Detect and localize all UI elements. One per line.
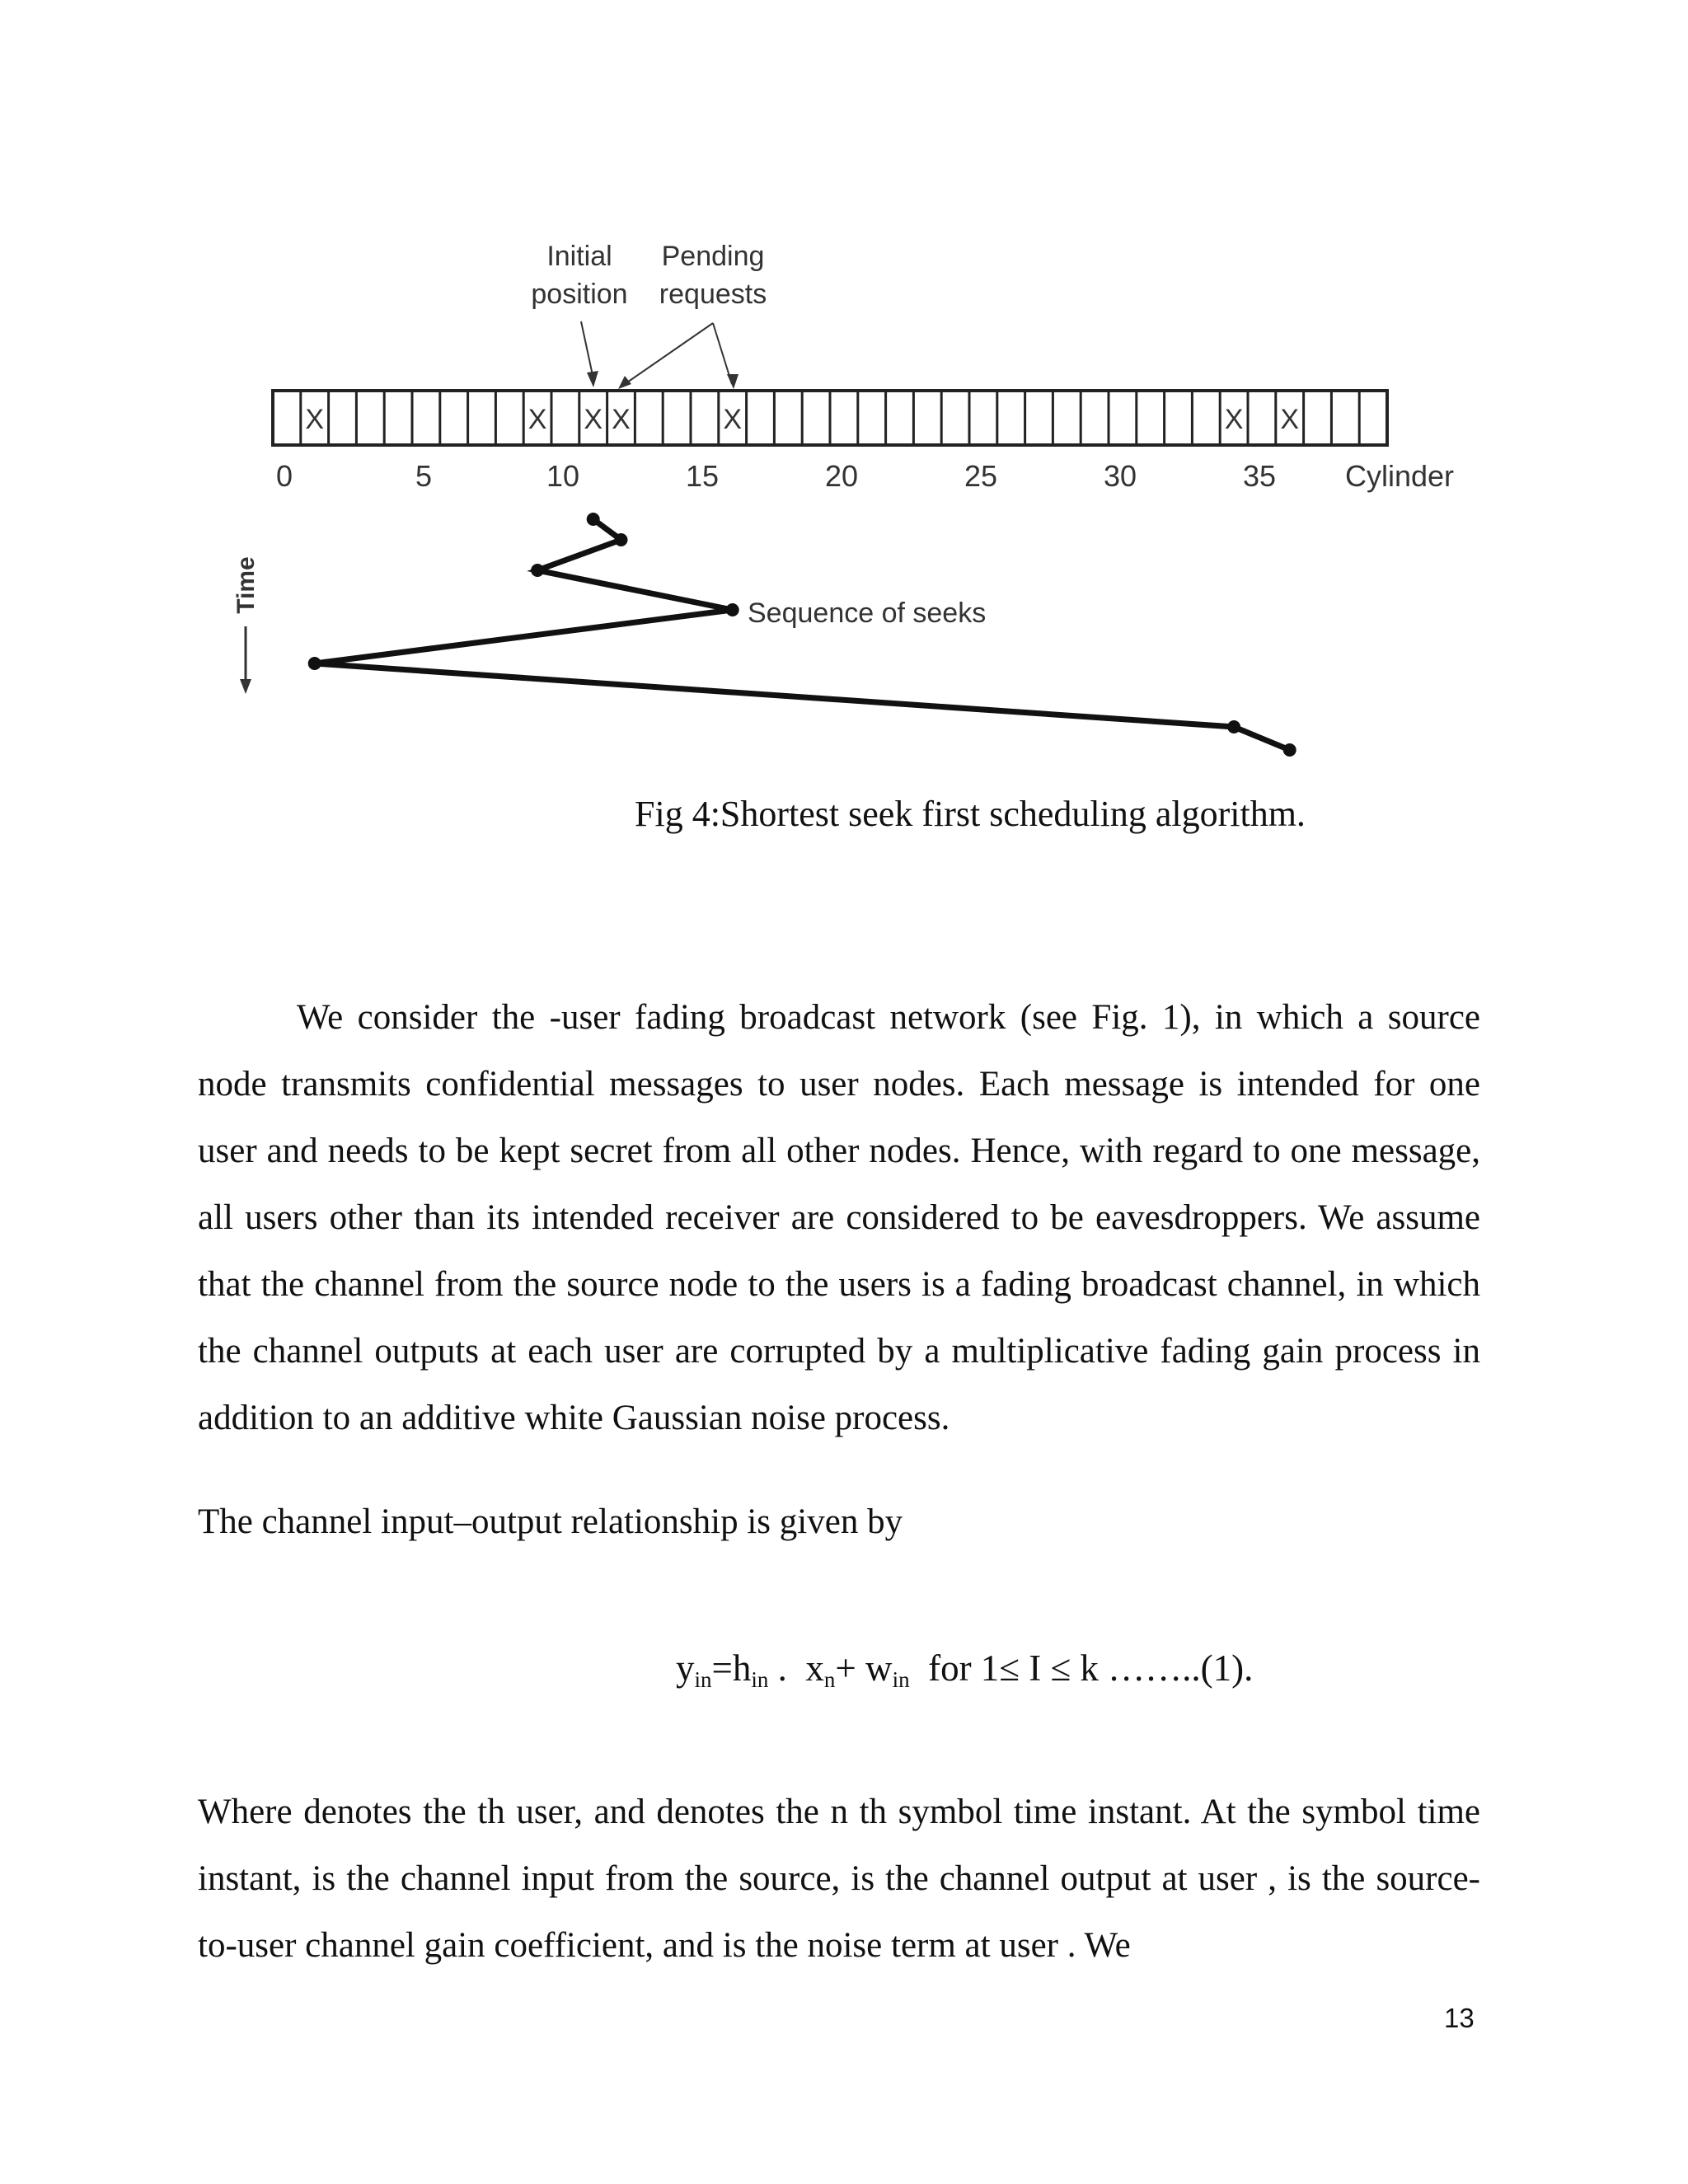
sequence-of-seeks-label: Sequence of seeks <box>748 598 987 629</box>
initial-position-label-line1: Initial <box>546 241 612 272</box>
axis-tick-label: 0 <box>275 459 293 493</box>
request-mark: X <box>584 404 603 435</box>
eq-w: + w <box>835 1647 893 1689</box>
request-mark: X <box>1224 404 1244 435</box>
body-paragraph-2: Where denotes the th user, and denotes the n th symbol time instant. At the symbol time instant, is the channel input from the source, is the channel output at user , is the source-to-user channel gain coefficient, and is the noise term at user . We <box>198 1793 1480 1965</box>
axis-tick-label: 30 <box>1103 459 1137 493</box>
seek-point <box>1227 720 1240 733</box>
eq-x-sub: n <box>823 1667 836 1692</box>
eq-h-sub: in <box>751 1667 769 1692</box>
cylinder-axis-ticks <box>276 459 1276 493</box>
arrow-heads <box>587 371 738 389</box>
initial-position-label-line2: position <box>531 279 628 310</box>
axis-tick-label: 10 <box>546 459 580 493</box>
relationship-line: The channel input–output relationship is given by <box>198 1502 903 1541</box>
seek-point <box>308 657 321 670</box>
request-mark: X <box>528 404 547 435</box>
request-mark: X <box>1280 404 1300 435</box>
seek-point <box>531 564 544 577</box>
time-arrow <box>240 626 251 694</box>
axis-tick-label: 25 <box>964 459 998 493</box>
eq-y: y <box>676 1647 695 1689</box>
axis-tick-label: 5 <box>415 459 433 493</box>
figure-caption: Fig 4:Shortest seek first scheduling algorithm. <box>635 794 1306 834</box>
request-mark: X <box>612 404 631 435</box>
cylinder-track <box>273 391 1387 445</box>
eq-h: =h <box>711 1647 752 1689</box>
axis-tick-label: 15 <box>685 459 720 493</box>
seek-sequence-path <box>315 519 1290 750</box>
axis-tick-label: 20 <box>824 459 859 493</box>
cylinder-axis-label: Cylinder <box>1345 459 1455 493</box>
label-arrows <box>581 321 732 384</box>
seek-point <box>1283 743 1296 757</box>
axis-tick-label: 35 <box>1242 459 1277 493</box>
seek-point <box>587 513 600 526</box>
request-mark: X <box>723 404 743 435</box>
body-paragraph-1: We consider the -user fading broadcast network (see Fig. 1), in which a source node transmits confidential messages to user nodes. Each message is intended for one user and needs to be kept secret from all other nodes. Hence, with regard to one message, all users other than its intended receiver are considered to be eavesdroppers. We assume that the channel from the source node to the users is a fading broadcast channel, in which the channel outputs at each user are corrupted by a multiplicative fading gain process in addition to an additive white Gaussian noise process. <box>198 998 1480 1437</box>
eq-w-sub: in <box>892 1667 910 1692</box>
eq-y-sub: in <box>694 1667 712 1692</box>
page-number: 13 <box>1444 2003 1475 2033</box>
request-mark: X <box>305 404 325 435</box>
disk-scheduling-figure <box>0 0 1688 783</box>
seek-point <box>726 603 739 616</box>
eq-condition: for 1≤ I ≤ k ……..(1). <box>928 1647 1254 1689</box>
pending-requests-label-line1: Pending <box>661 241 765 272</box>
eq-x: . x <box>768 1647 824 1689</box>
pending-requests-label-line2: requests <box>659 279 767 310</box>
time-axis-label: Time <box>232 556 260 614</box>
channel-equation <box>676 1647 1253 1693</box>
seek-point <box>615 533 628 546</box>
